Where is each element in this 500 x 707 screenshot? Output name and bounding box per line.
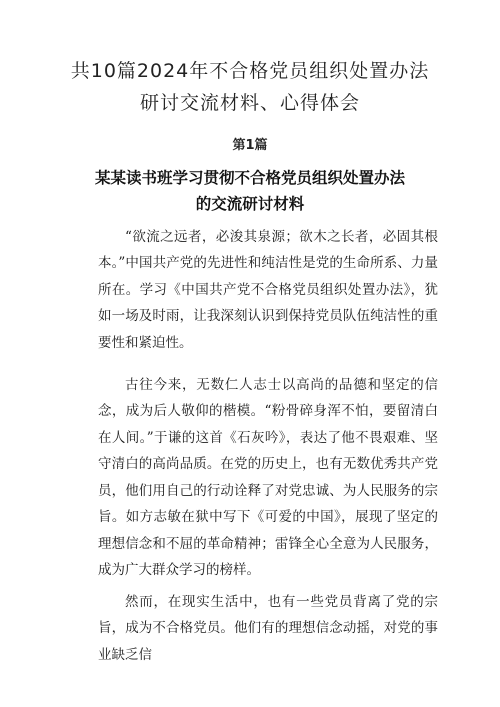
document-title-line-2: 研讨交流材料、心得体会 <box>139 92 360 114</box>
article-title-line-2: 的交流研讨材料 <box>195 195 305 213</box>
body-paragraph-3: 然而，在现实生活中，也有一些党员背离了党的宗旨，成为不合格党员。他们有的理想信念动摇，对党的事业缺乏信 <box>98 593 438 663</box>
document-title-line-1: 共10篇2024年不合格党员组织处置办法 <box>70 60 430 82</box>
body-paragraph-1: “欲流之远者，必浚其泉源；欲木之长者，必固其根本。”中国共产党的先进性和纯洁性是党的生命所系、力量所在。学习《中国共产党不合格党员组织处置办法》，犹如一场及时雨，让我深刻认识到保持党员队伍纯洁性的重要性和紧迫性。 <box>98 228 438 351</box>
article-title-line-1: 某某读书班学习贯彻不合格党员组织处置办法 <box>94 169 405 187</box>
body-paragraph-2: 古往今来，无数仁人志士以高尚的品德和坚定的信念，成为后人敬仰的楷模。“粉骨碎身浑不怕，要留清白在人间。”于谦的这首《石灰吟》，表达了他不畏艰难、坚守清白的高尚品质。在党的历史上，也有无数优秀共产党员，他们用自己的行动诠释了对党忠诚、为人民服务的宗旨。如方志敏在狱中写下《可爱的中国》，展现了坚定的理想信念和不屈的革命精神；雷锋全心全意为人民服务，成为广大群众学习的榜样。 <box>98 376 438 578</box>
part-label: 第1篇 <box>232 138 268 153</box>
